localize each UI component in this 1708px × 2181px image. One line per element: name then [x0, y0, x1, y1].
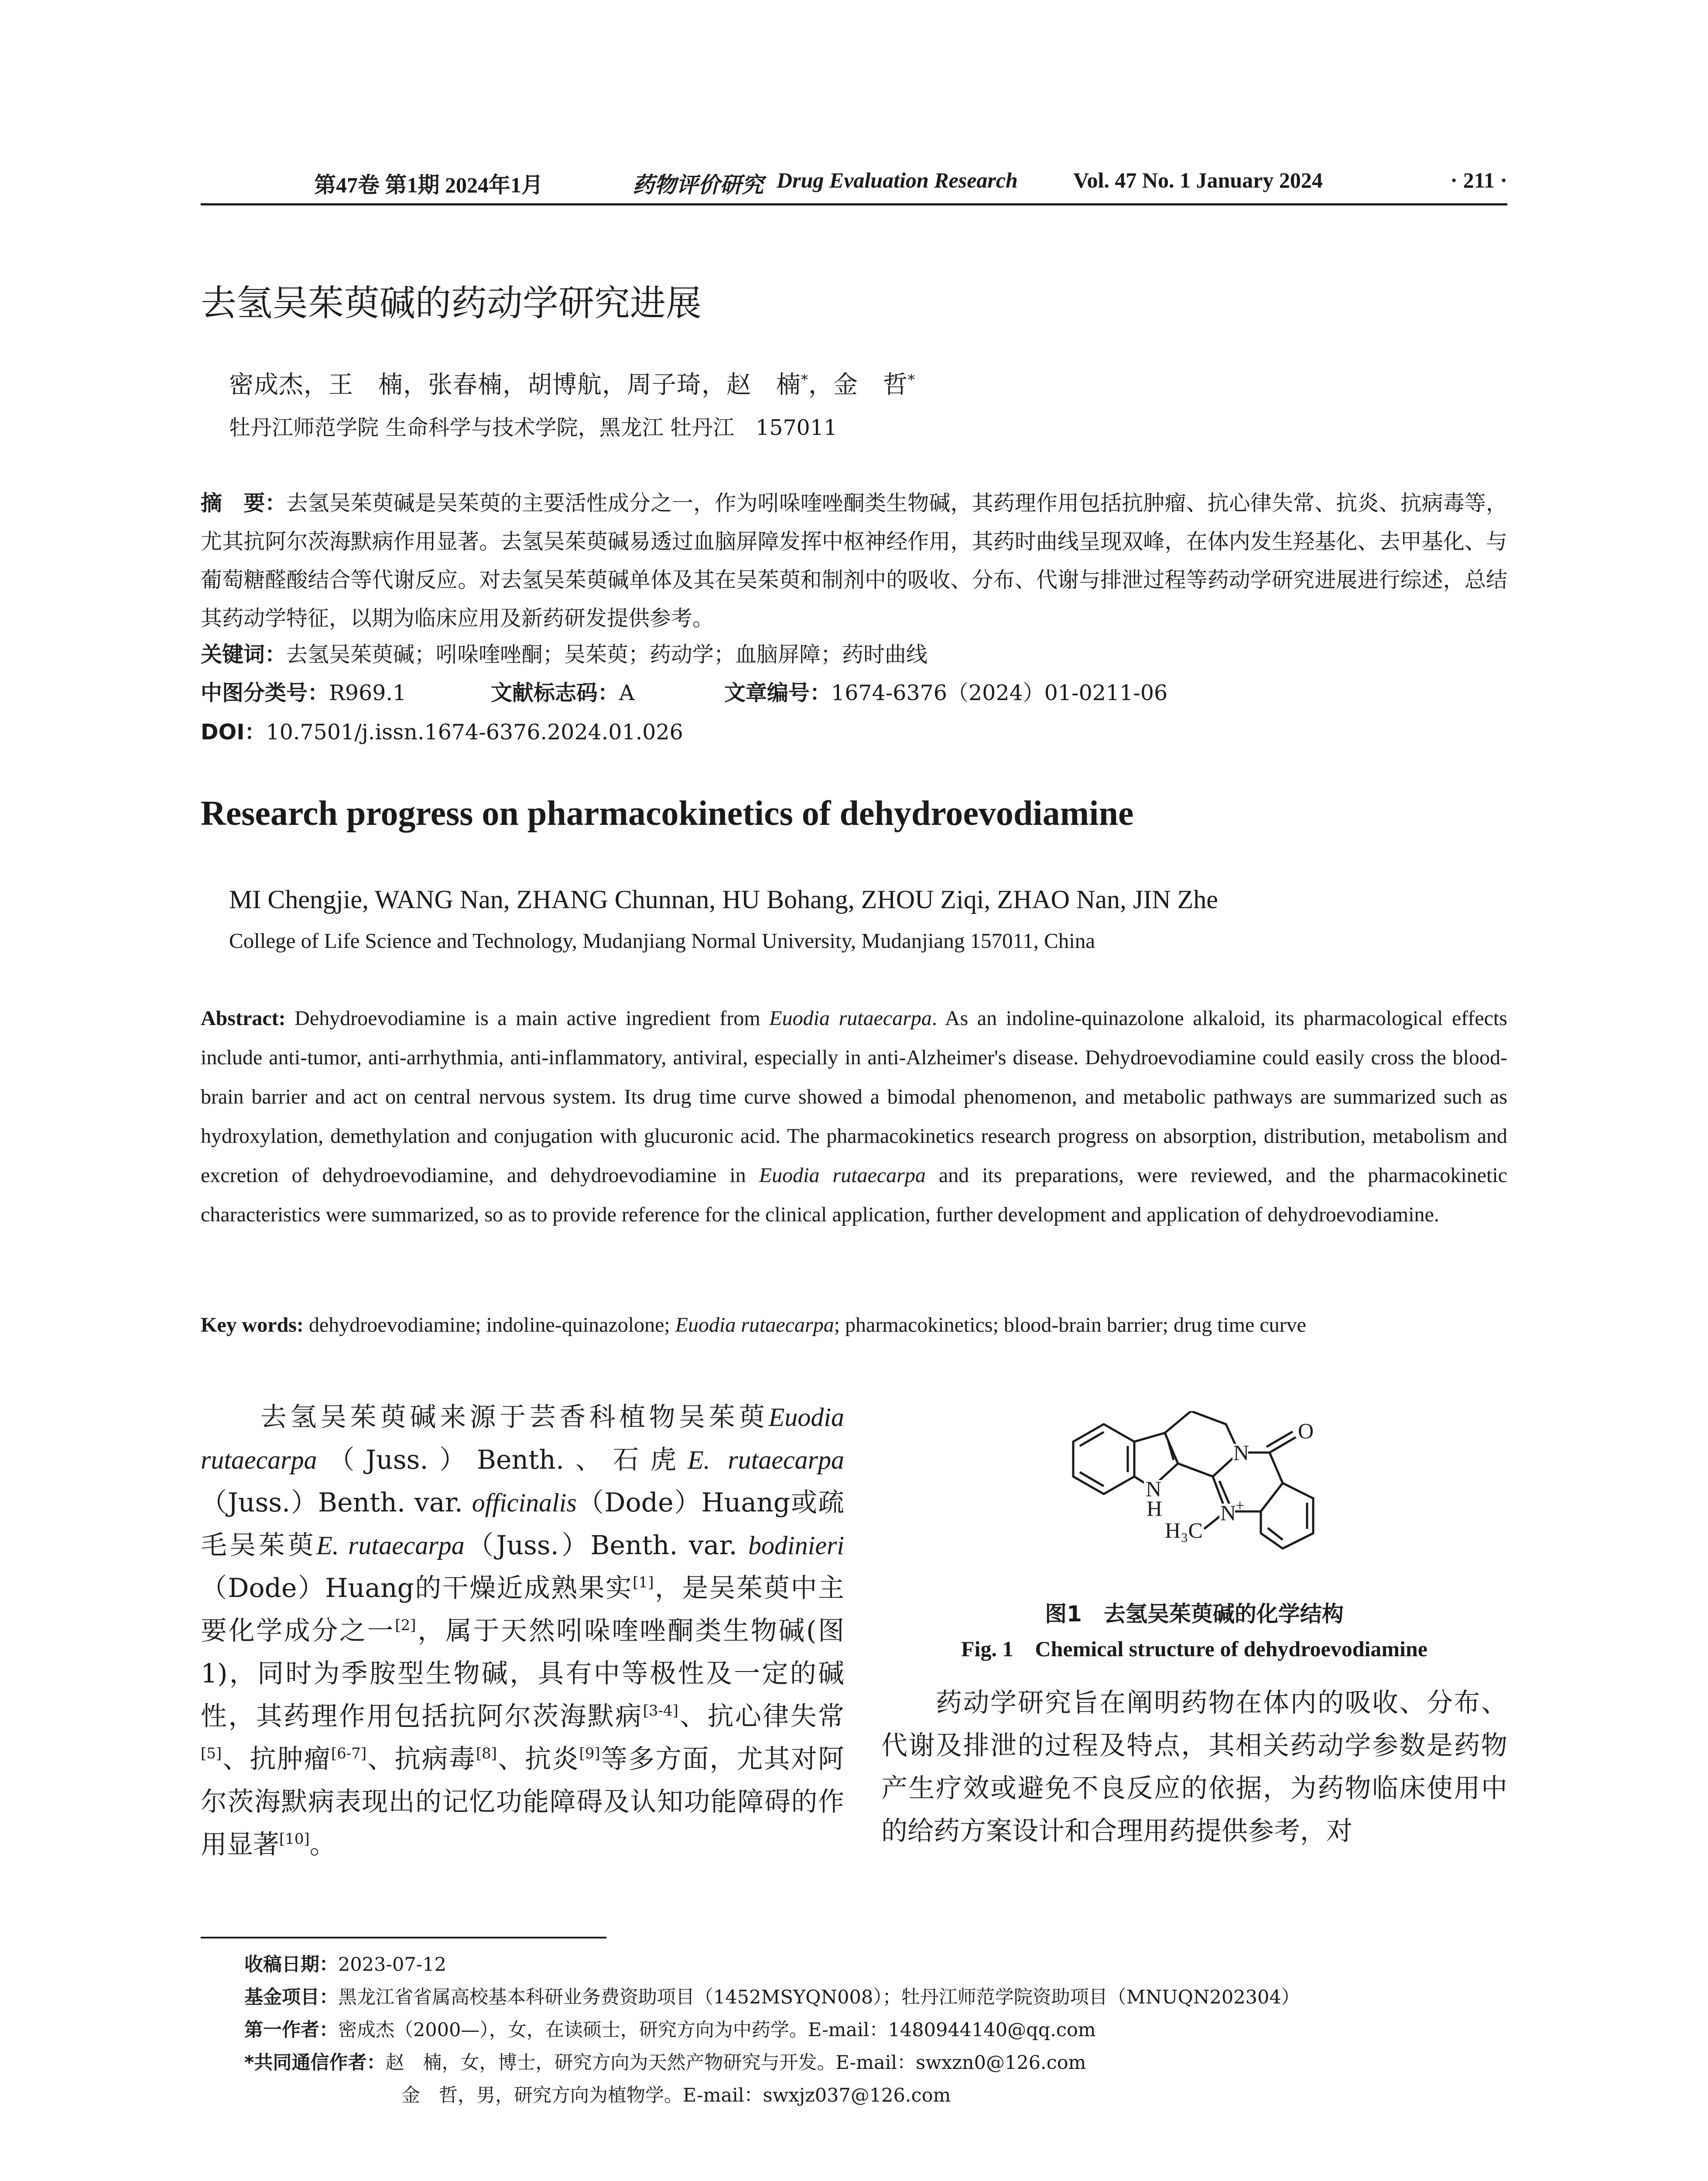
footnote-corresponding-2: 金 哲，男，研究方向为植物学。E-mail：swxjz037@126.com — [401, 2085, 951, 2106]
citation: [3-4] — [643, 1702, 678, 1720]
citation: [1] — [633, 1574, 654, 1591]
doi-label: DOI： — [201, 720, 266, 745]
title-en: Research progress on pharmacokinetics of dehydroevodiamine — [201, 794, 1134, 833]
abstract-en: Abstract: Dehydroevodiamine is a main active ingredient from Euodia rutaecarpa. As an indoline-quinazolone alkaloid, its pharmacological effects include anti-tumor, anti-arrhythmia, anti-inflammatory, antiviral, especially in anti-Alzheimer's disease. Dehydroevodiamine could easily cross the blood-brain barrier and act on central nervous system. Its drug time curve showed a bimodal phenomenon, and metabolic pathways are summarized such as hydroxylation, demethylation and conjugation with glucuronic acid. The pharmacokinetics research progress on absorption, distribution, metabolism and excretion of dehydroevodiamine, and dehydroevodiamine in Euodia rutaecarpa and its preparations, were reviewed, and the pharmacokinetic characteristics were summarized, so as to provide reference for the clinical application, further development and application of dehydroevodiamine. — [201, 1007, 1507, 1226]
citation: [8] — [476, 1745, 497, 1762]
affiliation-cn: 牡丹江师范学院 生命科学与技术学院，黑龙江 牡丹江 157011 — [229, 415, 838, 440]
header-page-number: · 211 · — [1450, 168, 1507, 192]
abstract-cn — [201, 484, 1507, 638]
corresponding-mark: * — [801, 371, 808, 388]
atom-n-label: N — [1233, 1440, 1249, 1465]
citation: [6-7] — [331, 1745, 367, 1762]
keywords-cn-text: 去氢吴茱萸碱；吲哚喹唑酮；吴茱萸；药动学；血脑屏障；药时曲线 — [286, 642, 928, 667]
header-volume-en: Vol. 47 No. 1 January 2024 — [1073, 168, 1323, 192]
abstract-cn-text: 去氢吴茱萸碱是吴茱萸的主要活性成分之一，作为吲哚喹唑酮类生物碱，其药理作用包括抗肿瘤、抗心律失常、抗炎、抗病毒等，尤其抗阿尔茨海默病作用显著。去氢吴茱萸碱易透过血脑屏障发挥中枢神经作用，其药时曲线呈现双峰，在体内发生羟基化、去甲基化、与葡萄糖醛酸结合等代谢反应。对去氢吴茱萸碱单体及其在吴茱萸和制剂中的吸收、分布、代谢与排泄过程等药动学研究进展进行综述，总结其药动学特征，以期为临床应用及新药研发提供参考。 — [201, 491, 1507, 631]
citation: [5] — [201, 1745, 222, 1762]
species-name: Euodia rutaecarpa — [769, 1007, 932, 1030]
footnote-first-author: 第一作者：密成杰（2000—），女，在读硕士，研究方向为中药学。E-mail：1480944140@qq.com — [244, 2019, 1096, 2041]
keywords-cn — [201, 638, 1507, 668]
keywords-en: Key words: dehydroevodiamine; indoline-quinazolone; Euodia rutaecarpa; pharmacokinetics; blood-brain barrier; drug time curve — [201, 1313, 1306, 1337]
keywords-en-label: Key words: — [201, 1313, 304, 1337]
citation: [2] — [395, 1617, 416, 1634]
footnote-rule — [201, 1937, 606, 1938]
footnote-received: 收稿日期：2023-07-12 — [244, 1954, 446, 1976]
affiliation-en: College of Life Science and Technology, Mudanjiang Normal University, Mudanjiang 157011, China — [229, 929, 1095, 953]
figure-caption-cn: 图1 去氢吴茱萸碱的化学结构 — [1045, 1601, 1344, 1627]
charge-plus-label: + — [1236, 1497, 1245, 1514]
body-right-column: 药动学研究旨在阐明药物在体内的吸收、分布、代谢及排泄的过程及特点，其相关药动学参数是药物产生疗效或避免不良反应的依据，为药物临床使用中的给药方案设计和合理用药提供参考，对 — [881, 1688, 1507, 1846]
keywords-cn-label: 关键词： — [201, 642, 287, 667]
citation: [10] — [279, 1830, 310, 1848]
atom-nh-label: N — [1146, 1477, 1162, 1501]
abstract-cn-label: 摘 要： — [201, 491, 287, 516]
running-header — [201, 168, 1507, 203]
clc-code: 中图分类号：R969.1 — [201, 680, 407, 705]
doi-value: 10.7501/j.issn.1674-6376.2024.01.026 — [266, 720, 683, 745]
atom-nplus-label: N — [1220, 1501, 1236, 1525]
header-volume-cn: 第47卷 第1期 2024年1月 — [314, 173, 543, 197]
figure-caption-en: Fig. 1 Chemical structure of dehydroevodiamine — [961, 1637, 1427, 1661]
corresponding-mark-2: * — [908, 371, 915, 388]
authors-cn-last: ，金 哲 — [808, 371, 908, 399]
atom-h-label: H — [1147, 1496, 1163, 1521]
species-name: Euodia rutaecarpa — [759, 1164, 926, 1187]
authors-cn-main: 密成杰，王 楠，张春楠，胡博航，周子琦，赵 楠 — [229, 371, 801, 399]
footnote-corresponding: *共同通信作者：赵 楠，女，博士，研究方向为天然产物研究与开发。E-mail：swxzn0@126.com — [244, 2052, 1086, 2074]
header-journal-en: Drug Evaluation Research — [777, 168, 1018, 192]
title-cn: 去氢吴茱萸碱的药动学研究进展 — [201, 283, 702, 324]
authors-en: MI Chengjie, WANG Nan, ZHANG Chunnan, HU Bohang, ZHOU Ziqi, ZHAO Nan, JIN Zhe — [229, 885, 1218, 914]
benzene-ring-a — [1073, 1424, 1134, 1494]
abstract-en-label: Abstract: — [201, 1007, 286, 1030]
species-name: Euodia rutaecarpa — [675, 1313, 834, 1337]
header-journal-cn: 药物评价研究 — [633, 172, 763, 198]
header-rule — [201, 203, 1507, 205]
chemical-structure-figure — [1047, 1411, 1352, 1594]
authors-cn — [229, 366, 915, 400]
citation: [9] — [579, 1745, 600, 1762]
document-code: 文献标志码：A — [491, 680, 635, 705]
methyl-label: H₃C — [1165, 1518, 1203, 1542]
doi-line — [201, 715, 683, 746]
body-left-column: 去氢吴茱萸碱来源于芸香科植物吴茱萸Euodia rutaecarpa（Juss.）Benth.、石虎E. rutaecarpa（Juss.）Benth. var. officinalis（Dode）Huang或疏毛吴茱萸E. rutaecarpa（Juss.）Benth. var. bodinieri（Dode）Huang的干燥近成熟果实[1]，是吴茱萸中主要化学成分之一[2]，属于天然吲哚喹唑酮类生物碱(图1)，同时为季胺型生物碱，具有中等极性及一定的碱性，其药理作用包括抗阿尔茨海默病[3-4]、抗心律失常[5]、抗肿瘤[6-7]、抗病毒[8]、抗炎[9]等多方面，尤其对阿尔茨海默病表现出的记忆功能障碍及认知功能障碍的作用显著[10]。 — [201, 1402, 845, 1860]
footnote-fund: 基金项目：黑龙江省省属高校基本科研业务费资助项目（1452MSYQN008）；牡丹江师范学院资助项目（MNUQN202304） — [244, 1986, 1300, 2008]
benzene-ring-b — [1261, 1483, 1313, 1549]
atom-o-label: O — [1298, 1419, 1314, 1443]
article-number: 文章编号：1674-6376（2024）01-0211-06 — [724, 680, 1168, 705]
